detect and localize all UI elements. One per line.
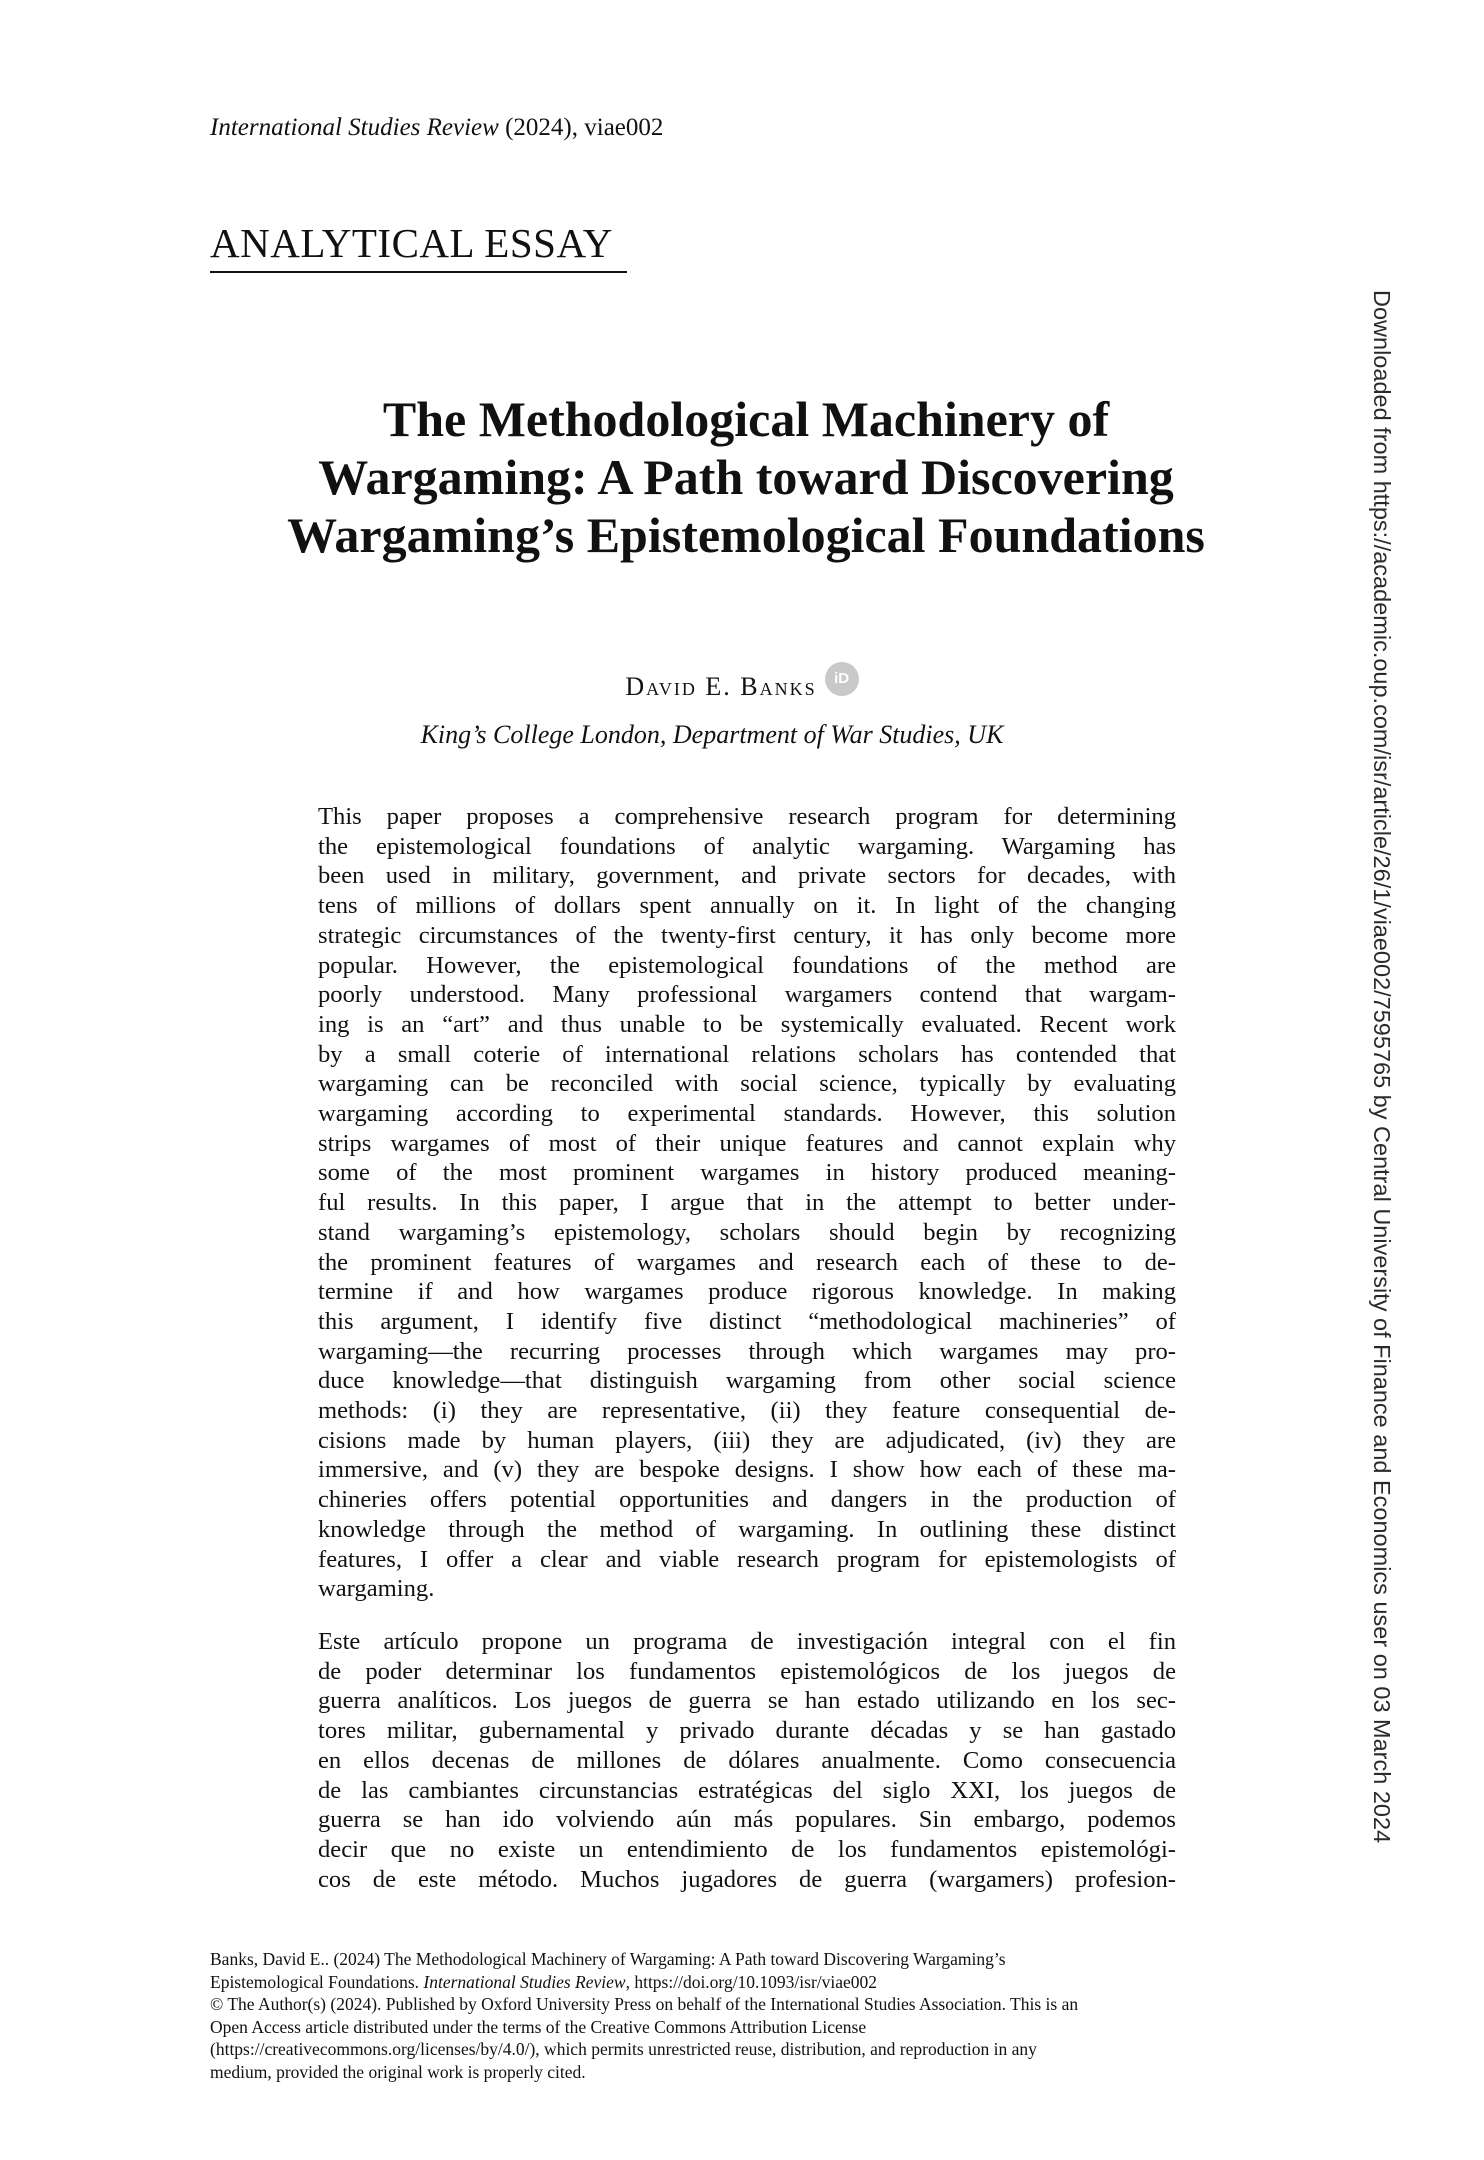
abstract-line: the prominent features of wargames and research each of these to de-	[318, 1248, 1176, 1276]
abstract-english	[318, 802, 1176, 1604]
abstract-line: guerra analíticos. Los juegos de guerra se han estado utilizando en los sec-	[318, 1687, 1176, 1715]
abstract-line: decir que no existe un entendimiento de los fundamentos epistemológi-	[318, 1835, 1176, 1863]
abstract-spanish	[318, 1627, 1176, 1894]
license-line: © The Author(s) (2024). Published by Oxford University Press on behalf of the International Studies Association. This is an	[210, 1994, 1079, 2014]
abstract-line: stand wargaming’s epistemology, scholars should begin by recognizing	[318, 1218, 1176, 1246]
journal-name: International Studies Review	[210, 114, 499, 141]
abstract-line: Este artículo propone un programa de investigación integral con el fin	[318, 1628, 1176, 1655]
author-name: David E. Banks	[625, 672, 817, 701]
footer-citation	[210, 1948, 1320, 2083]
abstract-line: strips wargames of most of their unique features and cannot explain why	[318, 1129, 1176, 1157]
abstract-line: features, I offer a clear and viable research program for epistemologists of	[318, 1545, 1176, 1573]
section-label: ANALYTICAL ESSAY	[210, 220, 613, 266]
abstract-line: strategic circumstances of the twenty-first century, it has only become more	[318, 921, 1176, 949]
title-line: The Methodological Machinery of	[382, 391, 1110, 447]
citation-line	[210, 1971, 1320, 1994]
abstract-line: immersive, and (v) they are bespoke designs. I show how each of these ma-	[318, 1456, 1176, 1484]
citation-doi-link[interactable]: , https://doi.org/10.1093/isr/viae002	[625, 1971, 878, 1992]
abstract-line: popular. However, the epistemological foundations of the method are	[318, 951, 1176, 979]
citation-journal: International Studies Review	[423, 1971, 626, 1992]
running-header	[210, 112, 663, 144]
citation-text: Epistemological Foundations.	[210, 1971, 424, 1992]
abstract-line: methods: (i) they are representative, (ii) they feature consequential de-	[318, 1397, 1176, 1425]
section-rule	[210, 271, 627, 273]
abstract-line: chineries offers potential opportunities and dangers in the production of	[318, 1486, 1176, 1514]
abstract-line: tens of millions of dollars spent annually on it. In light of the changing	[318, 892, 1176, 920]
abstract-line: de poder determinar los fundamentos epistemológicos de los juegos de	[318, 1657, 1176, 1685]
journal-year-id: (2024), viae002	[498, 114, 664, 141]
abstract-line: wargaming according to experimental standards. However, this solution	[318, 1100, 1176, 1128]
abstract-line: guerra se han ido volviendo aún más populares. Sin embargo, podemos	[318, 1806, 1176, 1834]
abstract-line: wargaming.	[318, 1575, 435, 1603]
author-affiliation: King’s College London, Department of War Studies, UK	[420, 720, 1004, 749]
abstract-line: been used in military, government, and private sectors for decades, with	[318, 862, 1176, 890]
author-block	[0, 672, 1484, 716]
abstract-line: wargaming—the recurring processes through which wargames may pro-	[318, 1337, 1176, 1365]
abstract-line: by a small coterie of international relations scholars has contended that	[318, 1040, 1176, 1068]
abstract-line: wargaming can be reconciled with social science, typically by evaluating	[318, 1070, 1176, 1098]
abstract-line: the epistemological foundations of analytic wargaming. Wargaming has	[318, 832, 1176, 860]
abstract-line: de las cambiantes circunstancias estratégicas del siglo XXI, los juegos de	[318, 1776, 1176, 1804]
abstract-line: poorly understood. Many professional wargamers contend that wargam-	[318, 981, 1176, 1009]
abstract-line: ful results. In this paper, I argue that in the attempt to better under-	[318, 1189, 1176, 1217]
license-line: Open Access article distributed under the terms of the Creative Commons Attribution License	[210, 2016, 867, 2037]
article-title	[210, 390, 1282, 564]
abstract-line: knowledge through the method of wargaming. In outlining these distinct	[318, 1515, 1176, 1543]
abstract-line: cos de este método. Muchos jugadores de guerra (wargamers) profesion-	[318, 1865, 1176, 1893]
abstract-line: tores militar, gubernamental y privado durante décadas y se han gastado	[318, 1717, 1176, 1745]
abstract-line: This paper proposes a comprehensive research program for determining	[318, 803, 1176, 830]
abstract-line: some of the most prominent wargames in history produced meaning-	[318, 1159, 1176, 1187]
license-line: (https://creativecommons.org/licenses/by/4.0/), which permits unrestricted reuse, distribution, and reproduction in any	[210, 2039, 1037, 2059]
title-line: Wargaming’s Epistemological Foundations	[287, 507, 1205, 563]
abstract-line: termine if and how wargames produce rigorous knowledge. In making	[318, 1278, 1176, 1306]
abstract-line: cisions made by human players, (iii) they are adjudicated, (iv) they are	[318, 1426, 1176, 1454]
abstract-line: duce knowledge—that distinguish wargaming from other social science	[318, 1367, 1176, 1395]
citation-line: Banks, David E.. (2024) The Methodological Machinery of Wargaming: A Path toward Discovering Wargaming’s	[210, 1949, 1006, 1969]
download-watermark: Downloaded from https://academic.oup.com/isr/article/26/1/viae002/7595765 by Central University of Finance and Economics user on 03 March 2024	[1369, 290, 1395, 1844]
abstract-line: this argument, I identify five distinct “methodological machineries” of	[318, 1307, 1176, 1335]
orcid-icon[interactable]: iD	[825, 662, 859, 696]
abstract-line: ing is an “art” and thus unable to be systemically evaluated. Recent work	[318, 1010, 1176, 1038]
license-line: medium, provided the original work is properly cited.	[210, 2061, 586, 2082]
title-line: Wargaming: A Path toward Discovering	[318, 449, 1174, 505]
abstract-line: en ellos decenas de millones de dólares anualmente. Como consecuencia	[318, 1746, 1176, 1774]
